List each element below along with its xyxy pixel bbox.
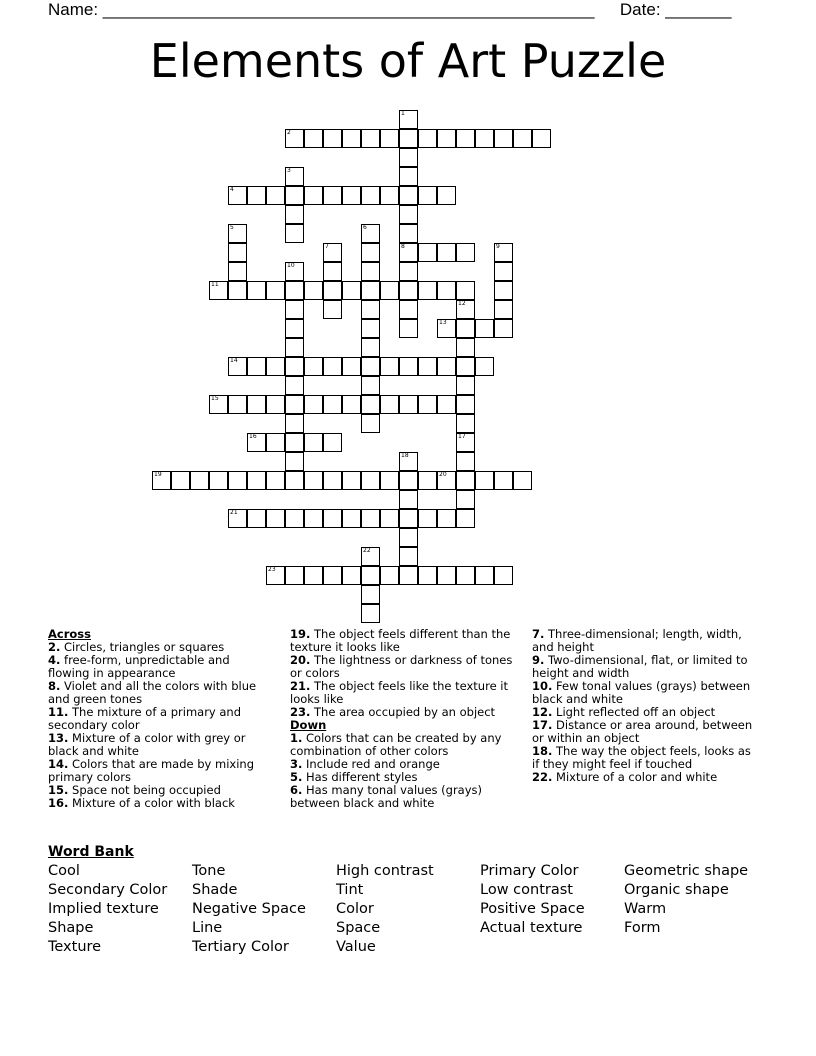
word-bank-item: Form (624, 920, 661, 936)
crossword-cell[interactable] (456, 338, 475, 357)
crossword-cell[interactable] (456, 357, 475, 376)
down-heading: Down (290, 718, 327, 732)
crossword-cell[interactable] (285, 566, 304, 585)
crossword-cell[interactable] (285, 205, 304, 224)
crossword-cell[interactable] (266, 281, 285, 300)
crossword-cell[interactable] (247, 281, 266, 300)
clue-number: 23 (268, 566, 276, 573)
word-bank-item: Value (336, 939, 376, 955)
word-bank-item: Space (336, 920, 381, 936)
crossword-cell[interactable] (323, 129, 342, 148)
crossword-cell[interactable] (247, 509, 266, 528)
crossword-cell[interactable] (323, 243, 342, 262)
word-bank-column-1 (48, 862, 167, 957)
crossword-cell[interactable] (323, 509, 342, 528)
crossword-cell[interactable] (266, 395, 285, 414)
word-bank-item: Positive Space (480, 901, 585, 917)
crossword-cell[interactable] (399, 262, 418, 281)
clue-number: 1 (401, 110, 405, 117)
crossword-cell[interactable] (456, 395, 475, 414)
clue-across: 14. Colors that are made by mixing primary colors (48, 757, 254, 784)
crossword-cell[interactable] (247, 471, 266, 490)
crossword-cell[interactable] (285, 262, 304, 281)
header (48, 0, 731, 20)
crossword-cell[interactable] (190, 471, 209, 490)
date-field[interactable]: Date: _______ (619, 0, 732, 19)
clue-number: 19 (154, 471, 162, 478)
crossword-cell[interactable] (456, 452, 475, 471)
crossword-cell[interactable] (399, 395, 418, 414)
crossword-cell[interactable] (399, 205, 418, 224)
word-bank-item: Texture (48, 939, 102, 955)
crossword-cell[interactable] (323, 186, 342, 205)
crossword-cell[interactable] (456, 414, 475, 433)
crossword-cell[interactable] (209, 281, 228, 300)
crossword-cell[interactable] (228, 395, 247, 414)
clue-number: 15 (211, 395, 219, 402)
crossword-cell[interactable] (456, 471, 475, 490)
crossword-cell[interactable] (304, 357, 323, 376)
word-bank-item: Shade (192, 882, 238, 898)
crossword-cell[interactable] (361, 414, 380, 433)
crossword-cell[interactable] (418, 509, 437, 528)
crossword-cell[interactable] (380, 509, 399, 528)
crossword-cell[interactable] (513, 129, 532, 148)
word-bank-item: Primary Color (480, 863, 579, 879)
clue-number: 10 (287, 262, 295, 269)
clue-number: 7 (325, 243, 329, 250)
crossword-cell[interactable] (304, 186, 323, 205)
crossword-cell[interactable] (418, 129, 437, 148)
crossword-cell[interactable] (285, 300, 304, 319)
word-bank-item: Actual texture (480, 920, 583, 936)
crossword-cell[interactable] (399, 300, 418, 319)
crossword-cell[interactable] (494, 243, 513, 262)
crossword-cell[interactable] (361, 357, 380, 376)
crossword-cell[interactable] (342, 357, 361, 376)
crossword-cell[interactable] (399, 243, 418, 262)
word-bank-item: Shape (48, 920, 94, 936)
crossword-cell[interactable] (437, 186, 456, 205)
crossword-cell[interactable] (323, 357, 342, 376)
clue-down: 7. Three-dimensional; length, width, and height (532, 627, 742, 654)
crossword-cell[interactable] (247, 357, 266, 376)
crossword-cell[interactable] (380, 395, 399, 414)
crossword-cell[interactable] (399, 528, 418, 547)
word-bank-item: Low contrast (480, 882, 573, 898)
crossword-cell[interactable] (380, 471, 399, 490)
crossword-cell[interactable] (361, 319, 380, 338)
word-bank-item: Warm (624, 901, 667, 917)
crossword-cell[interactable] (437, 509, 456, 528)
crossword-cell[interactable] (475, 129, 494, 148)
clue-number: 9 (496, 243, 500, 250)
crossword-cell[interactable] (437, 395, 456, 414)
crossword-cell[interactable] (494, 262, 513, 281)
crossword-cell[interactable] (285, 129, 304, 148)
crossword-cell[interactable] (399, 110, 418, 129)
crossword-cell[interactable] (399, 186, 418, 205)
crossword-cell[interactable] (285, 509, 304, 528)
crossword-cell[interactable] (361, 604, 380, 623)
crossword-cell[interactable] (285, 338, 304, 357)
crossword-cell[interactable] (361, 243, 380, 262)
word-bank-item: Tone (192, 863, 226, 879)
word-bank-item: Secondary Color (48, 882, 168, 898)
crossword-cell[interactable] (361, 338, 380, 357)
crossword-cell[interactable] (342, 186, 361, 205)
crossword-cell[interactable] (399, 129, 418, 148)
across-heading: Across (48, 627, 91, 641)
clue-number: 17 (458, 433, 466, 440)
crossword-cell[interactable] (323, 471, 342, 490)
word-bank-title: Word Bank (48, 844, 134, 860)
crossword-cell[interactable] (228, 471, 247, 490)
crossword-cell[interactable] (247, 395, 266, 414)
clue-across: 8. Violet and all the colors with blue and green tones (48, 679, 257, 706)
crossword-cell[interactable] (285, 186, 304, 205)
crossword-cell[interactable] (228, 186, 247, 205)
clue-across: 2. Circles, triangles or squares (48, 640, 225, 654)
crossword-cell[interactable] (380, 281, 399, 300)
word-bank-column-3 (336, 862, 434, 957)
crossword-cell[interactable] (361, 224, 380, 243)
crossword-cell[interactable] (418, 186, 437, 205)
clue-number: 11 (211, 281, 219, 288)
crossword-cell[interactable] (456, 319, 475, 338)
crossword-cell[interactable] (380, 129, 399, 148)
clue-number: 20 (439, 471, 447, 478)
crossword-cell[interactable] (399, 547, 418, 566)
crossword-cell[interactable] (475, 566, 494, 585)
word-bank-item: Tertiary Color (192, 939, 289, 955)
crossword-cell[interactable] (456, 129, 475, 148)
crossword-cell[interactable] (456, 243, 475, 262)
crossword-cell[interactable] (494, 471, 513, 490)
crossword-cell[interactable] (399, 319, 418, 338)
crossword-cell[interactable] (361, 509, 380, 528)
clue-across: 15. Space not being occupied (48, 783, 221, 797)
crossword-cell[interactable] (342, 281, 361, 300)
clue-number: 14 (230, 357, 238, 364)
clue-down: 5. Has different styles (290, 770, 418, 784)
clue-number: 8 (401, 243, 405, 250)
crossword-cell[interactable] (456, 433, 475, 452)
crossword-cell[interactable] (285, 433, 304, 452)
crossword-cell[interactable] (266, 471, 285, 490)
crossword-cell[interactable] (361, 186, 380, 205)
crossword-cell[interactable] (361, 547, 380, 566)
clue-across: 4. free-form, unpredictable and flowing in appearance (48, 653, 230, 680)
clue-down: 9. Two-dimensional, flat, or limited to height and width (532, 653, 748, 680)
crossword-cell[interactable] (285, 414, 304, 433)
crossword-cell[interactable] (475, 357, 494, 376)
crossword-cell[interactable] (361, 585, 380, 604)
crossword-cell[interactable] (399, 224, 418, 243)
crossword-cell[interactable] (304, 509, 323, 528)
clue-number: 4 (230, 186, 234, 193)
crossword-cell[interactable] (342, 566, 361, 585)
crossword-cell[interactable] (399, 452, 418, 471)
crossword-cell[interactable] (323, 566, 342, 585)
crossword-cell[interactable] (285, 452, 304, 471)
crossword-cell[interactable] (361, 281, 380, 300)
crossword-cell[interactable] (323, 300, 342, 319)
word-bank-item: High contrast (336, 863, 434, 879)
crossword-cell[interactable] (323, 433, 342, 452)
clue-across: 11. The mixture of a primary and secondary color (48, 705, 242, 732)
clue-down: 17. Distance or area around, between or within an object (532, 718, 753, 745)
crossword-cell[interactable] (228, 243, 247, 262)
clue-number: 13 (439, 319, 447, 326)
crossword-cell[interactable] (285, 376, 304, 395)
crossword-cell[interactable] (266, 509, 285, 528)
crossword-cell[interactable] (418, 243, 437, 262)
crossword-cell[interactable] (247, 186, 266, 205)
clue-down: 1. Colors that can be created by any combination of other colors (290, 731, 502, 758)
crossword-cell[interactable] (304, 433, 323, 452)
crossword-cell[interactable] (228, 357, 247, 376)
crossword-cell[interactable] (304, 129, 323, 148)
crossword-cell[interactable] (228, 224, 247, 243)
clue-down: 22. Mixture of a color and white (532, 770, 718, 784)
crossword-cell[interactable] (266, 566, 285, 585)
clue-down: 10. Few tonal values (grays) between black and white (532, 679, 751, 706)
clue-across: 19. The object feels different than the texture it looks like (290, 627, 511, 654)
crossword-cell[interactable] (209, 471, 228, 490)
clue-number: 5 (230, 224, 234, 231)
clues-column-2 (290, 628, 518, 810)
clue-down: 6. Has many tonal values (grays) between black and white (290, 783, 483, 810)
crossword-cell[interactable] (475, 319, 494, 338)
crossword-cell[interactable] (228, 262, 247, 281)
clue-across: 16. Mixture of a color with black (48, 796, 235, 810)
crossword-cell[interactable] (209, 395, 228, 414)
clue-across: 13. Mixture of a color with grey or black and white (48, 731, 246, 758)
crossword-cell[interactable] (456, 509, 475, 528)
crossword-cell[interactable] (304, 281, 323, 300)
crossword-cell[interactable] (361, 376, 380, 395)
crossword-cell[interactable] (323, 262, 342, 281)
crossword-cell[interactable] (437, 357, 456, 376)
crossword-cell[interactable] (475, 471, 494, 490)
crossword-cell[interactable] (494, 281, 513, 300)
crossword-cell[interactable] (399, 490, 418, 509)
crossword-cell[interactable] (285, 167, 304, 186)
clues-column-1 (48, 628, 273, 810)
crossword-cell[interactable] (418, 395, 437, 414)
word-bank-item: Geometric shape (624, 863, 749, 879)
crossword-cell[interactable] (361, 566, 380, 585)
word-bank-column-2 (192, 862, 306, 957)
crossword-cell[interactable] (304, 566, 323, 585)
crossword-cell[interactable] (399, 167, 418, 186)
crossword-cell[interactable] (342, 129, 361, 148)
crossword-cell[interactable] (456, 490, 475, 509)
clue-number: 16 (249, 433, 257, 440)
crossword-cell[interactable] (418, 471, 437, 490)
crossword-cell[interactable] (513, 471, 532, 490)
crossword-cell[interactable] (342, 471, 361, 490)
clue-number: 18 (401, 452, 409, 459)
crossword-cell[interactable] (228, 281, 247, 300)
clue-down: 3. Include red and orange (290, 757, 440, 771)
word-bank-item: Organic shape (624, 882, 729, 898)
word-bank-item: Color (336, 901, 374, 917)
crossword-cell[interactable] (247, 433, 266, 452)
crossword-cell[interactable] (532, 129, 551, 148)
word-bank-item: Cool (48, 863, 80, 879)
crossword-cell[interactable] (380, 357, 399, 376)
crossword-cell[interactable] (323, 395, 342, 414)
crossword-cell[interactable] (285, 357, 304, 376)
crossword-cell[interactable] (437, 281, 456, 300)
clue-number: 2 (287, 129, 291, 136)
crossword-cell[interactable] (456, 376, 475, 395)
crossword-cell[interactable] (380, 186, 399, 205)
crossword-cell[interactable] (361, 395, 380, 414)
clues-column-3 (532, 628, 760, 784)
crossword-cell[interactable] (342, 395, 361, 414)
crossword-cell[interactable] (437, 243, 456, 262)
crossword-cell[interactable] (494, 300, 513, 319)
clue-number: 6 (363, 224, 367, 231)
crossword-cell[interactable] (228, 509, 247, 528)
crossword-cell[interactable] (494, 319, 513, 338)
crossword-cell[interactable] (285, 395, 304, 414)
crossword-cell[interactable] (437, 566, 456, 585)
crossword-cell[interactable] (399, 471, 418, 490)
crossword-cell[interactable] (285, 224, 304, 243)
crossword-cell[interactable] (418, 566, 437, 585)
crossword-cell[interactable] (266, 433, 285, 452)
crossword-cell[interactable] (266, 186, 285, 205)
clue-across: 20. The lightness or darkness of tones or colors (290, 653, 513, 680)
clue-number: 22 (363, 547, 371, 554)
crossword-cell[interactable] (285, 281, 304, 300)
word-bank-column-5 (624, 862, 748, 938)
crossword-cell[interactable] (266, 357, 285, 376)
crossword-cell[interactable] (399, 357, 418, 376)
crossword-cell[interactable] (285, 471, 304, 490)
crossword-cell[interactable] (361, 262, 380, 281)
word-bank-item: Line (192, 920, 223, 936)
crossword-cell[interactable] (399, 148, 418, 167)
word-bank-column-4 (480, 862, 585, 938)
crossword-cell[interactable] (304, 395, 323, 414)
clue-across: 21. The object feels like the texture it looks like (290, 679, 509, 706)
crossword-cell[interactable] (361, 471, 380, 490)
clue-number: 21 (230, 509, 238, 516)
word-bank-item: Implied texture (48, 901, 159, 917)
crossword-cell[interactable] (456, 566, 475, 585)
crossword-cell[interactable] (437, 129, 456, 148)
crossword-cell[interactable] (304, 471, 323, 490)
crossword-cell[interactable] (361, 129, 380, 148)
clue-number: 3 (287, 167, 291, 174)
crossword-cell[interactable] (418, 357, 437, 376)
crossword-cell[interactable] (437, 319, 456, 338)
crossword-cell[interactable] (456, 300, 475, 319)
word-bank-item: Negative Space (192, 901, 306, 917)
crossword-cell[interactable] (152, 471, 171, 490)
clue-number: 12 (458, 300, 466, 307)
word-bank-item: Tint (336, 882, 364, 898)
crossword-cell[interactable] (399, 566, 418, 585)
page-title: Elements of Art Puzzle (149, 34, 667, 88)
clue-across: 23. The area occupied by an object (290, 705, 496, 719)
crossword-cell[interactable] (494, 566, 513, 585)
crossword-cell[interactable] (361, 300, 380, 319)
crossword-cell[interactable] (380, 566, 399, 585)
crossword-cell[interactable] (171, 471, 190, 490)
crossword-cell[interactable] (399, 509, 418, 528)
name-field[interactable]: Name: ____________________________________________________ (48, 0, 595, 19)
crossword-cell[interactable] (418, 281, 437, 300)
crossword-cell[interactable] (399, 281, 418, 300)
clue-down: 18. The way the object feels, looks as if they might feel if touched (532, 744, 751, 771)
crossword-cell[interactable] (456, 281, 475, 300)
crossword-cell[interactable] (285, 319, 304, 338)
clue-down: 12. Light reflected off an object (532, 705, 716, 719)
crossword-cell[interactable] (323, 281, 342, 300)
crossword-cell[interactable] (494, 129, 513, 148)
crossword-cell[interactable] (342, 509, 361, 528)
crossword-cell[interactable] (437, 471, 456, 490)
